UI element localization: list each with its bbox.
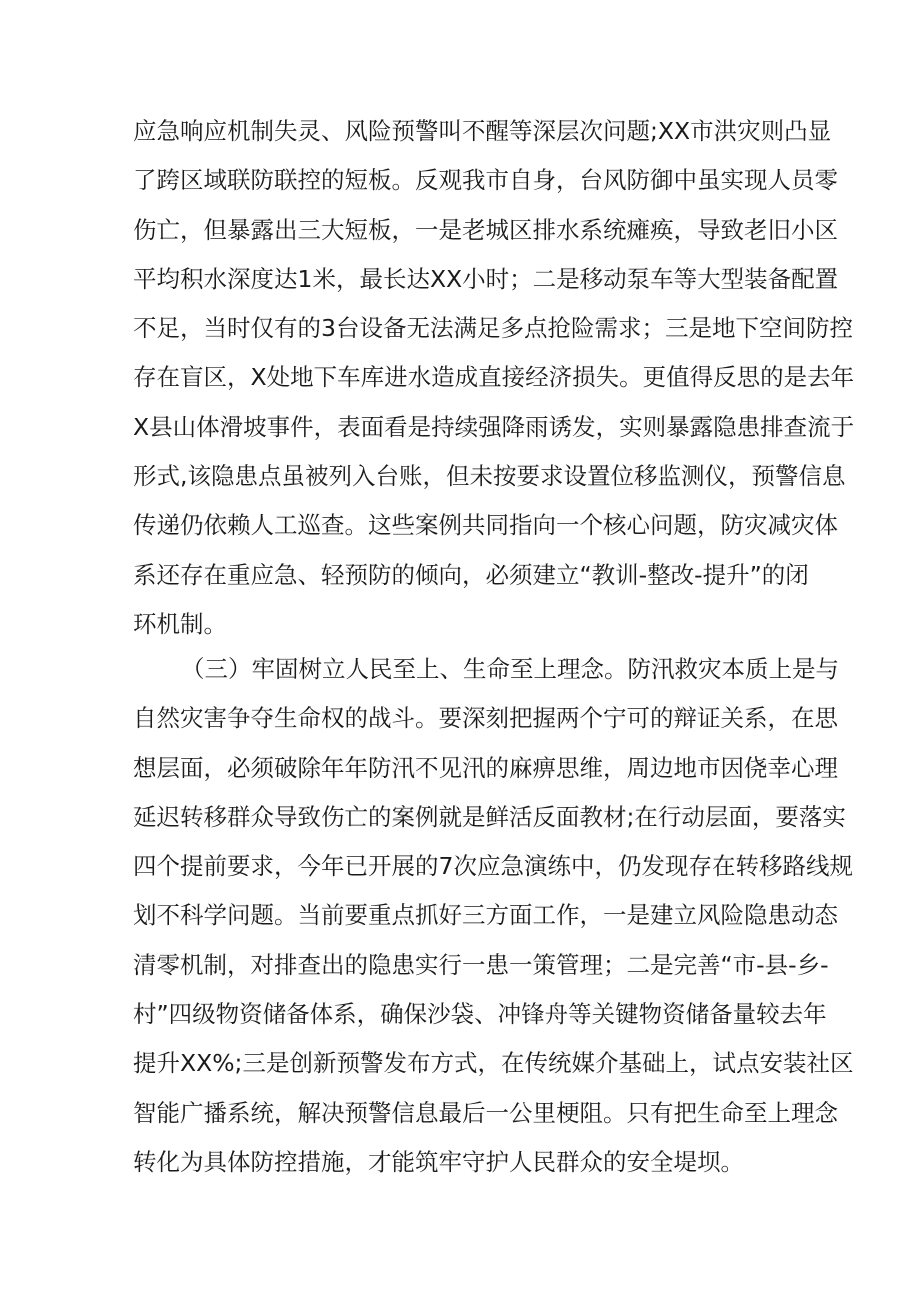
paragraph-line: 环机制。 (133, 609, 227, 638)
section-heading-line: （三）牢固树立人民至上、生命至上理念。防汛救灾本质上是与 (181, 655, 839, 683)
paragraph-line: X县山体滑坡事件，表面看是持续强降雨诱发，实则暴露隐患排查流于 (133, 412, 855, 441)
paragraph-lessons-learned (133, 107, 855, 649)
paragraph-line: 不足，当时仅有的3台设备无法满足多点抢险需求；三是地下空间防控 (133, 314, 853, 343)
paragraph-line: 了跨区域联防联控的短板。反观我市自身，台风防御中虽实现人员零 (133, 166, 838, 195)
paragraph-line: 划不科学问题。当前要重点抓好三方面工作，一是建立风险隐患动态 (133, 901, 838, 930)
paragraph-line: 延迟转移群众导致伤亡的案例就是鲜活反面教材;在行动层面，要落实 (133, 802, 846, 831)
paragraph-line: 平均积水深度达1米，最长达XX小时；二是移动泵车等大型装备配置 (133, 264, 839, 293)
paragraph-line: 智能广播系统，解决预警信息最后一公里梗阻。只有把生命至上理念 (133, 1098, 838, 1127)
paragraph-line: 想层面，必须破除年年防汛不见汛的麻痹思维，周边地市因侥幸心理 (133, 753, 838, 782)
paragraph-line: 村”四级物资储备体系，确保沙袋、冲锋舟等关键物资储备量较去年 (133, 1000, 827, 1029)
paragraph-line: 清零机制，对排查出的隐患实行一患一策管理；二是完善“市-县-乡- (133, 950, 829, 979)
paragraph-line: 提升XX%;三是创新预警发布方式，在传统媒介基础上，试点安装社区 (133, 1049, 854, 1078)
paragraph-line: 伤亡，但暴露出三大短板，一是老城区排水系统瘫痪，导致老旧小区 (133, 215, 838, 244)
paragraph-line: 自然灾害争夺生命权的战斗。要深刻把握两个宁可的辩证关系，在思 (133, 704, 838, 733)
paragraph-people-first (133, 645, 854, 1187)
paragraph-line: 四个提前要求，今年已开展的7次应急演练中，仍发现存在转移路线规 (133, 852, 853, 881)
paragraph-line: 形式,该隐患点虽被列入台账，但未按要求设置位移监测仪，预警信息 (133, 462, 846, 491)
paragraph-line: 转化为具体防控措施，才能筑牢守护人民群众的安全堤坝。 (133, 1147, 744, 1176)
paragraph-line: 存在盲区，X处地下车库进水造成直接经济损失。更值得反思的是去年 (133, 363, 855, 392)
paragraph-line: 系还存在重应急、轻预防的倾向，必须建立“教训-整改-提升”的闭 (133, 560, 809, 589)
paragraph-line: 传递仍依赖人工巡查。这些案例共同指向一个核心问题，防灾减灾体 (133, 511, 838, 540)
paragraph-line: 应急响应机制失灵、风险预警叫不醒等深层次问题;XX市洪灾则凸显 (133, 117, 832, 145)
